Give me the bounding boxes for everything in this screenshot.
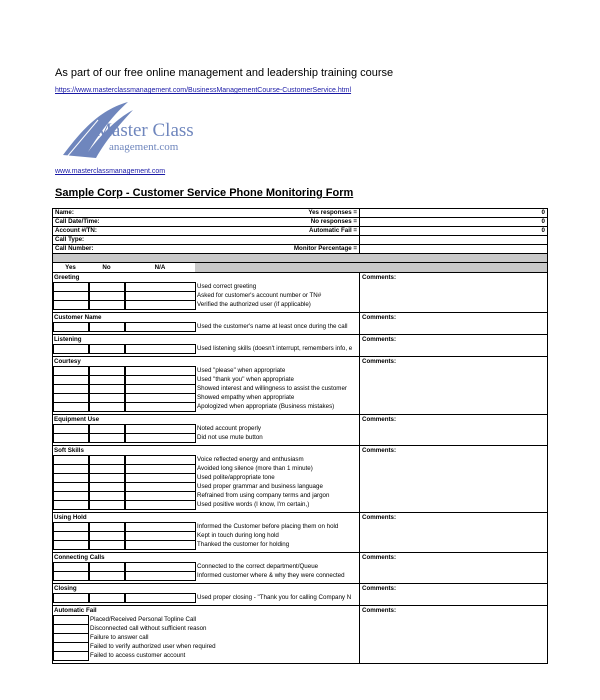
- checklist-item: [53, 366, 359, 375]
- checklist-item: [53, 491, 359, 500]
- item-text: Voice reflected energy and enthusiasm: [197, 456, 304, 463]
- comments-label[interactable]: Comments:: [359, 606, 548, 663]
- section-customer-name: [53, 313, 547, 335]
- yes-box[interactable]: [53, 322, 89, 332]
- na-box[interactable]: [125, 593, 196, 603]
- section-title: Soft Skills: [54, 447, 84, 454]
- na-box[interactable]: [125, 344, 196, 354]
- item-text: Refrained from using company terms and jargon: [197, 492, 330, 499]
- na-box[interactable]: [125, 300, 196, 310]
- checklist-item: [53, 464, 359, 473]
- header-metric-label: Automatic Fail =: [309, 227, 357, 234]
- monitoring-form: [52, 208, 548, 664]
- header-label: Account #/TN:: [55, 227, 97, 234]
- item-text: Used correct greeting: [197, 283, 257, 290]
- section-closing: [53, 584, 547, 606]
- na-box[interactable]: [125, 540, 196, 550]
- item-text: Failed to verify authorized user when required: [90, 643, 216, 650]
- item-text: Failed to access customer account: [90, 652, 186, 659]
- item-text: Informed the Customer before placing them on hold: [197, 523, 339, 530]
- yes-box[interactable]: [53, 500, 89, 510]
- item-text: Used positive words (I know, I'm certain,): [197, 501, 310, 508]
- checklist-item: [53, 642, 359, 651]
- checklist-item: [53, 291, 359, 300]
- checklist-item: [53, 424, 359, 433]
- header-row: [53, 208, 547, 217]
- checklist-item: [53, 322, 359, 331]
- header-divider: [359, 244, 360, 253]
- item-text: Did not use mute button: [197, 434, 263, 441]
- comments-label[interactable]: Comments:: [359, 273, 548, 312]
- comments-label[interactable]: Comments:: [359, 313, 548, 334]
- section-title: Using Hold: [54, 514, 87, 521]
- item-text: Showed interest and willingness to assist the customer: [197, 385, 347, 392]
- comments-label[interactable]: Comments:: [359, 335, 548, 356]
- checklist-item: [53, 651, 359, 660]
- header-metric-value: 0: [541, 227, 545, 234]
- no-box[interactable]: [89, 593, 125, 603]
- na-box[interactable]: [125, 433, 196, 443]
- item-text: Failure to answer call: [90, 634, 149, 641]
- checklist-item: [53, 540, 359, 549]
- section-title: Equipment Use: [54, 416, 100, 423]
- checklist-item: [53, 384, 359, 393]
- no-box[interactable]: [89, 571, 125, 581]
- checklist-item: [53, 282, 359, 291]
- header-divider: [359, 217, 360, 226]
- checklist-item: [53, 344, 359, 353]
- item-text: Placed/Received Personal Topline Call: [90, 616, 197, 623]
- logo-name: Master Class: [95, 120, 194, 141]
- gray-separator: [53, 253, 547, 263]
- section-using-hold: [53, 513, 547, 553]
- comments-label[interactable]: Comments:: [359, 584, 548, 605]
- item-text: Used polite/appropriate tone: [197, 474, 275, 481]
- comments-label[interactable]: Comments:: [359, 553, 548, 583]
- comments-label[interactable]: Comments:: [359, 513, 548, 552]
- section-courtesy: [53, 357, 547, 415]
- item-text: Noted account properly: [197, 425, 261, 432]
- checklist-item: [53, 433, 359, 442]
- checklist-item: [53, 522, 359, 531]
- section-listening: [53, 335, 547, 357]
- checklist-item: [53, 593, 359, 602]
- header-label: Call Number:: [55, 245, 94, 252]
- column-header-na: N/A: [154, 264, 166, 271]
- item-text: Verified the authorized user (if applicable): [197, 301, 311, 308]
- column-header-yes: Yes: [65, 264, 76, 271]
- header-divider: [359, 226, 360, 235]
- item-text: Used proper grammar and business language: [197, 483, 323, 490]
- site-link[interactable]: www.masterclassmanagement.com: [55, 168, 166, 175]
- fail-box[interactable]: [53, 651, 89, 661]
- checklist-item: [53, 500, 359, 509]
- header-row: [53, 235, 547, 244]
- no-box[interactable]: [89, 300, 125, 310]
- column-header-shade: [195, 263, 547, 272]
- course-link[interactable]: https://www.masterclassmanagement.com/BusinessManagementCourse-CustomerService.html: [55, 87, 352, 94]
- section-title: Closing: [54, 585, 77, 592]
- no-box[interactable]: [89, 344, 125, 354]
- na-box[interactable]: [125, 402, 196, 412]
- checklist-item: [53, 455, 359, 464]
- checklist-item: [53, 633, 359, 642]
- header-metric-value: 0: [541, 218, 545, 225]
- section-soft-skills: [53, 446, 547, 513]
- logo-subname: anagement.com: [109, 141, 179, 153]
- item-text: Used listening skills (doesn't interrupt, remembers info, e: [197, 345, 353, 352]
- header-metric-label: No responses =: [310, 218, 357, 225]
- item-text: Used proper closing - "Thank you for calling Company N: [197, 594, 352, 601]
- comments-label[interactable]: Comments:: [359, 446, 548, 512]
- section-equipment-use: [53, 415, 547, 446]
- checklist-item: [53, 375, 359, 384]
- checklist-item: [53, 562, 359, 571]
- item-text: Thanked the customer for holding: [197, 541, 290, 548]
- no-box[interactable]: [89, 433, 125, 443]
- no-box[interactable]: [89, 540, 125, 550]
- header-metric-value: 0: [541, 209, 545, 216]
- yes-box[interactable]: [53, 433, 89, 443]
- na-box[interactable]: [125, 500, 196, 510]
- header-row: [53, 217, 547, 226]
- no-box[interactable]: [89, 322, 125, 332]
- header-row: [53, 226, 547, 235]
- comments-label[interactable]: Comments:: [359, 415, 548, 445]
- checklist-item: [53, 571, 359, 580]
- column-headers: [53, 263, 547, 273]
- section-automatic-fail: [53, 606, 547, 664]
- item-text: Kept in touch during long hold: [197, 532, 279, 539]
- yes-box[interactable]: [53, 402, 89, 412]
- yes-box[interactable]: [53, 344, 89, 354]
- yes-box[interactable]: [53, 540, 89, 550]
- checklist-item: [53, 615, 359, 624]
- header-label: Name:: [55, 209, 74, 216]
- checklist-item: [53, 300, 359, 309]
- header-metric-label: Yes responses =: [308, 209, 357, 216]
- checklist-item: [53, 402, 359, 411]
- na-box[interactable]: [125, 322, 196, 332]
- item-text: Asked for customer's account number or TN#: [197, 292, 322, 299]
- form-title: Sample Corp - Customer Service Phone Monitoring Form: [55, 187, 354, 199]
- checklist-item: [53, 531, 359, 540]
- intro-text: As part of our free online management and leadership training course: [55, 67, 394, 79]
- section-greeting: [53, 273, 547, 313]
- section-title: Greeting: [54, 274, 80, 281]
- checklist-item: [53, 473, 359, 482]
- header-row: [53, 244, 547, 253]
- item-text: Used "please" when appropriate: [197, 367, 286, 374]
- no-box[interactable]: [89, 500, 125, 510]
- item-text: Showed empathy when appropriate: [197, 394, 295, 401]
- comments-label[interactable]: Comments:: [359, 357, 548, 414]
- item-text: Avoided long silence (more than 1 minute): [197, 465, 313, 472]
- section-title: Automatic Fail: [54, 607, 97, 614]
- checklist-item: [53, 624, 359, 633]
- item-text: Connected to the correct department/Queue: [197, 563, 319, 570]
- checklist-item: [53, 393, 359, 402]
- item-text: Informed customer where & why they were connected: [197, 572, 345, 579]
- section-title: Listening: [54, 336, 82, 343]
- section-title: Courtesy: [54, 358, 81, 365]
- header-label: Call Type:: [55, 236, 85, 243]
- checklist-item: [53, 482, 359, 491]
- section-title: Customer Name: [54, 314, 102, 321]
- na-box[interactable]: [125, 571, 196, 581]
- header-divider: [359, 208, 360, 217]
- item-text: Disconnected call without sufficient reason: [90, 625, 207, 632]
- section-title: Connecting Calls: [54, 554, 105, 561]
- yes-box[interactable]: [53, 593, 89, 603]
- item-text: Used "thank you" when appropriate: [197, 376, 294, 383]
- item-text: Used the customer's name at least once during the call: [197, 323, 348, 330]
- item-text: Apologized when appropriate (Business mistakes): [197, 403, 335, 410]
- header-divider: [359, 235, 360, 244]
- header-metric-label: Monitor Percentage =: [293, 245, 357, 252]
- section-connecting-calls: [53, 553, 547, 584]
- yes-box[interactable]: [53, 300, 89, 310]
- no-box[interactable]: [89, 402, 125, 412]
- column-header-no: No: [102, 264, 111, 271]
- yes-box[interactable]: [53, 571, 89, 581]
- header-label: Call Date/Time:: [55, 218, 100, 225]
